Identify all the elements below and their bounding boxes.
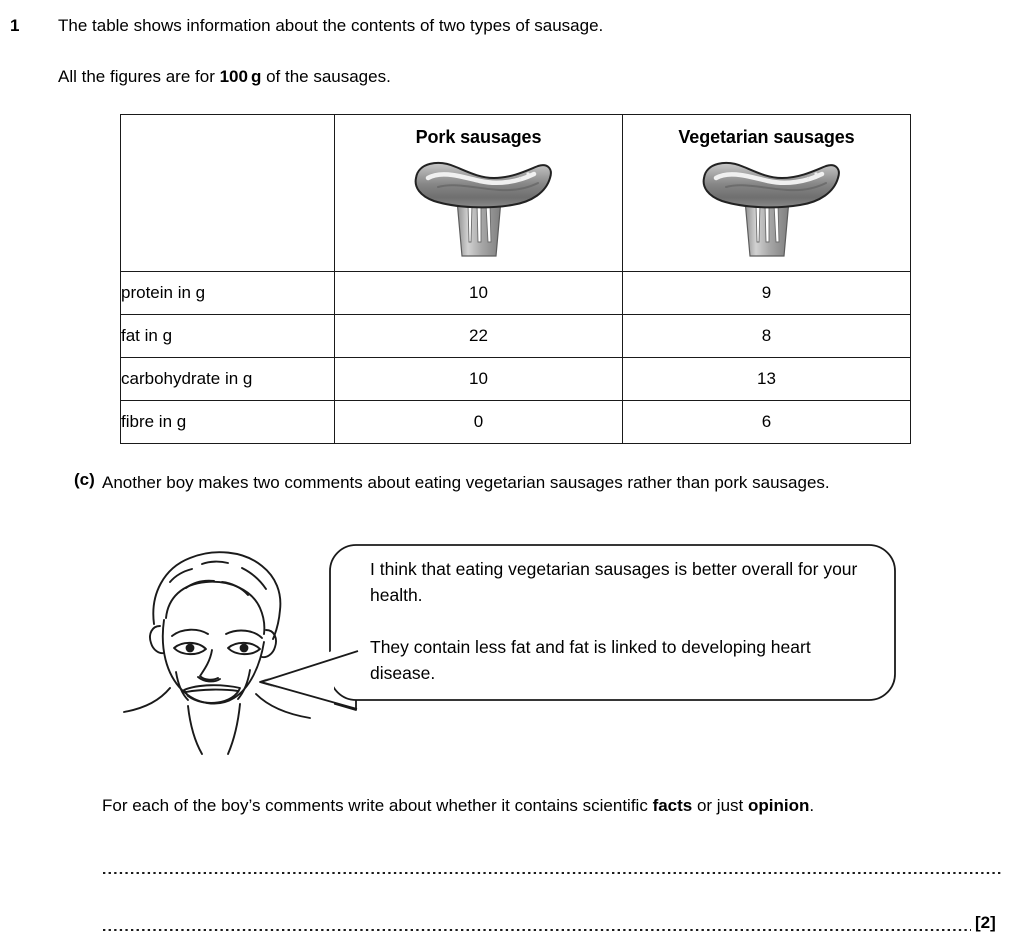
answer-line-2[interactable] (103, 929, 971, 931)
row-value-protein-pork: 10 (335, 272, 623, 315)
instruction-prefix: For each of the boy’s comments write about whether it contains scientific (102, 796, 653, 815)
speech-bubble-text (370, 556, 880, 686)
question-number: 1 (10, 16, 20, 35)
table-header-row (121, 115, 911, 272)
instruction-suffix: . (809, 796, 815, 815)
boy-speech-illustration (110, 538, 910, 778)
row-label-carbohydrate: carbohydrate in g (121, 358, 335, 401)
row-label-fat: fat in g (121, 315, 335, 358)
question-intro-line-2 (58, 67, 391, 87)
table-row (121, 315, 911, 358)
answer-line-1[interactable] (103, 872, 1003, 874)
part-c-instruction (102, 793, 1003, 818)
sausage-on-fork-vegetarian-icon (692, 156, 842, 260)
table-header-vegetarian-label: Vegetarian sausages (678, 126, 855, 147)
row-value-fibre-vegetarian: 6 (623, 401, 911, 444)
part-c-stem: Another boy makes two comments about eating vegetarian sausages rather than pork sausages. (102, 473, 830, 492)
intro-unit: g (250, 67, 262, 86)
instruction-bold-opinion: opinion (748, 796, 810, 815)
intro-prefix: All the figures are for (58, 67, 220, 86)
table-row (121, 272, 911, 315)
row-value-carbohydrate-vegetarian: 13 (623, 358, 911, 401)
table-row (121, 401, 911, 444)
row-value-protein-vegetarian: 9 (623, 272, 911, 315)
row-value-fibre-pork: 0 (335, 401, 623, 444)
speech-paragraph-1: I think that eating vegetarian sausages is better overall for your health. (370, 559, 858, 605)
marks-allocation: [2] (975, 913, 996, 932)
instruction-bold-facts: facts (652, 796, 693, 815)
row-value-fat-vegetarian: 8 (623, 315, 911, 358)
row-label-protein: protein in g (121, 272, 335, 315)
table-header-vegetarian (623, 115, 911, 272)
instruction-middle: or just (692, 796, 748, 815)
table-header-pork (335, 115, 623, 272)
intro-suffix: of the sausages. (261, 67, 391, 86)
table-corner-cell (121, 115, 335, 272)
table-row (121, 358, 911, 401)
row-value-carbohydrate-pork: 10 (335, 358, 623, 401)
row-label-fibre: fibre in g (121, 401, 335, 444)
sausage-on-fork-pork-icon (404, 156, 554, 260)
intro-amount: 100 (219, 67, 248, 86)
question-intro-line-1: The table shows information about the contents of two types of sausage. (58, 16, 604, 35)
speech-paragraph-2: They contain less fat and fat is linked to developing heart disease. (370, 637, 811, 683)
nutrition-table (120, 114, 911, 444)
row-value-fat-pork: 22 (335, 315, 623, 358)
table-header-pork-label: Pork sausages (415, 126, 542, 147)
part-c-letter: (c) (74, 470, 95, 489)
speech-paragraph-gap (370, 608, 880, 634)
